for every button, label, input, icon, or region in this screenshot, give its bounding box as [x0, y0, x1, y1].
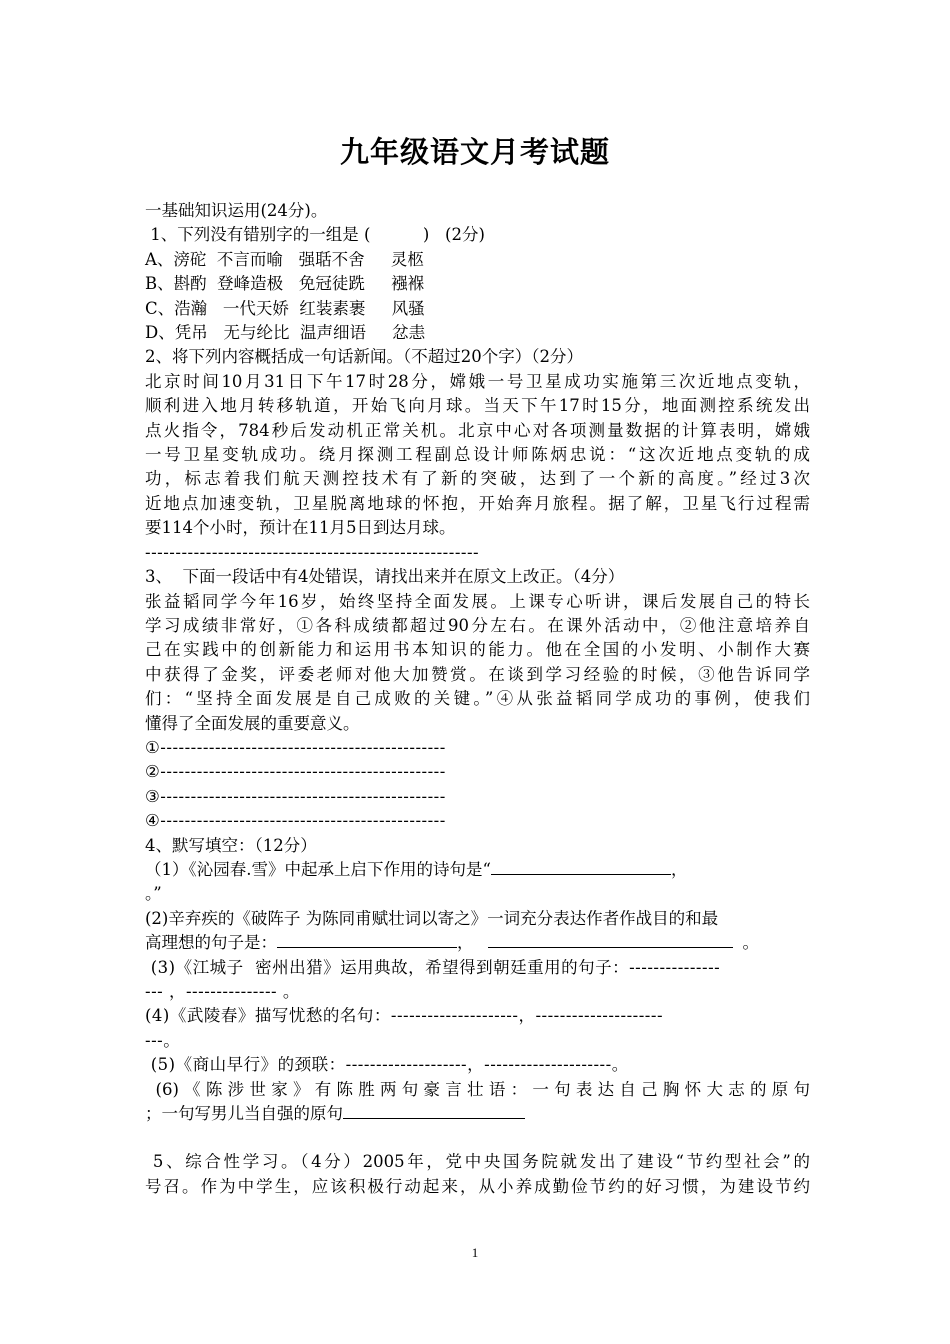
question-1-option-d: D、凭吊 无与纶比 温声细语 忿恚: [145, 323, 426, 343]
page-number: 1: [471, 1245, 479, 1260]
question-2-line: 北京时间10月31日下午17时28分，嫦娥一号卫星成功实施第三次近地点变轨，: [145, 371, 810, 391]
item-2-comma: ，: [457, 933, 474, 953]
question-3-answer-3[interactable]: ③-----------------------------------------------: [145, 786, 446, 806]
question-3-answer-1[interactable]: ①-----------------------------------------------: [145, 737, 446, 757]
question-2-line: 一号卫星变轨成功。绕月探测工程副总设计师陈炳忠说：“这次近地点变轨的成: [145, 445, 810, 465]
item-6-text: ；一句写男儿当自强的原句: [145, 1104, 343, 1124]
question-3-line: 张益韬同学今年16岁，始终坚持全面发展。上课专心听讲，课后发展自己的特长: [145, 591, 810, 611]
question-4-item-1-end: 。”: [145, 884, 162, 904]
question-4-item-2: (2)辛弃疾的《破阵子 为陈同甫赋壮词以寄之》一词充分表达作者作战目的和最: [145, 908, 719, 928]
question-5-line: 5、综合性学习。（4分）2005年，党中央国务院就发出了建设“节约型社会”的: [145, 1152, 810, 1172]
question-2-stem: 2、将下列内容概括成一句话新闻。（不超过20个字）（2分）: [145, 347, 583, 367]
question-4-item-5: (5)《商山早行》的颈联：--------------------，---------------------。: [145, 1055, 629, 1075]
question-2-answer-line[interactable]: -------------------------------------------------------: [145, 542, 480, 562]
question-3-stem: 3、 下面一段话中有4处错误，请找出来并在原文上改正。（4分）: [145, 567, 625, 587]
question-4-item-6: (6)《陈涉世家》有陈胜两句豪言壮语：一句表达自己胸怀大志的原句: [145, 1079, 810, 1099]
question-1-option-a: A、滂砣 不言而喻 强聒不舍 灵柩: [145, 249, 424, 269]
question-2-line: 近地点加速变轨，卫星脱离地球的怀抱，开始奔月旅程。据了解，卫星飞行过程需: [145, 493, 810, 513]
question-4-item-4: (4)《武陵春》描写忧愁的名句：---------------------，---------------------: [145, 1006, 664, 1026]
question-1-option-c: C、浩瀚 一代天娇 红装素裹 风骚: [145, 298, 425, 318]
question-3-answer-2[interactable]: ②-----------------------------------------------: [145, 762, 446, 782]
question-4-item-4-cont: ---。: [145, 1030, 181, 1050]
question-1-option-b: B、斟酌 登峰造极 免冠徒跣 襁褓: [145, 274, 425, 294]
question-1-stem: 1、下列没有错别字的一组是 ( ) (2分): [145, 225, 485, 245]
question-2-line: 功，标志着我们航天测控技术有了新的突破，达到了一个新的高度。”经过3次: [145, 469, 810, 489]
answer-blank[interactable]: [491, 859, 671, 875]
question-2-line: 顺利进入地月转移轨道，开始飞向月球。当天下午17时15分，地面测控系统发出: [145, 396, 810, 416]
answer-blank[interactable]: [488, 932, 733, 948]
question-4-item-3: (3)《江城子 密州出猎》运用典故，希望得到朝廷重用的句子：---------------: [145, 957, 721, 977]
item-1-comma: ，: [670, 859, 688, 879]
question-4-item-6-cont: [145, 1102, 810, 1126]
question-4-item-3-cont: --- ，--------------- 。: [145, 982, 300, 1001]
exam-content: [145, 199, 810, 1199]
page-title: 九年级语文月考试题: [339, 135, 610, 169]
question-4-stem: 4、默写填空：（12分）: [145, 835, 317, 855]
question-3-line: 们：“坚持全面发展是自己成败的关键。”④从张益韬同学成功的事例，使我们: [145, 689, 810, 709]
question-2-line: 要114个小时，预计在11月5日到达月球。: [145, 518, 456, 538]
item-2-end: 。: [742, 933, 759, 953]
item-2-text: 高理想的句子是：: [145, 933, 277, 953]
question-2-line: 点火指令，784秒后发动机正常关机。北京中心对各项测量数据的计算表明，嫦娥: [145, 420, 810, 440]
answer-blank[interactable]: [343, 1103, 525, 1119]
question-3-answer-4[interactable]: ④-----------------------------------------------: [145, 811, 446, 831]
question-3-line: 学习成绩非常好，①各科成绩都超过90分左右。在课外活动中，②他注意培养自: [145, 615, 810, 635]
question-3-line: 己在实践中的创新能力和运用书本知识的能力。他在全国的小发明、小制作大赛: [145, 640, 810, 660]
question-3-line: 懂得了全面发展的重要意义。: [145, 713, 360, 733]
question-3-line: 中获得了金奖，评委老师对他大加赞赏。在谈到学习经验的时候，③他告诉同学: [145, 664, 810, 684]
section-heading: 一基础知识运用(24分)。: [145, 201, 328, 220]
question-4-item-1: [145, 858, 810, 882]
answer-blank[interactable]: [277, 932, 457, 948]
item-1-text: （1）《沁园春.雪》中起承上启下作用的诗句是“: [145, 859, 491, 879]
question-4-item-2-cont: [145, 931, 810, 955]
question-5-line: 号召。作为中学生，应该积极行动起来，从小养成勤俭节约的好习惯，为建设节约: [145, 1176, 810, 1196]
